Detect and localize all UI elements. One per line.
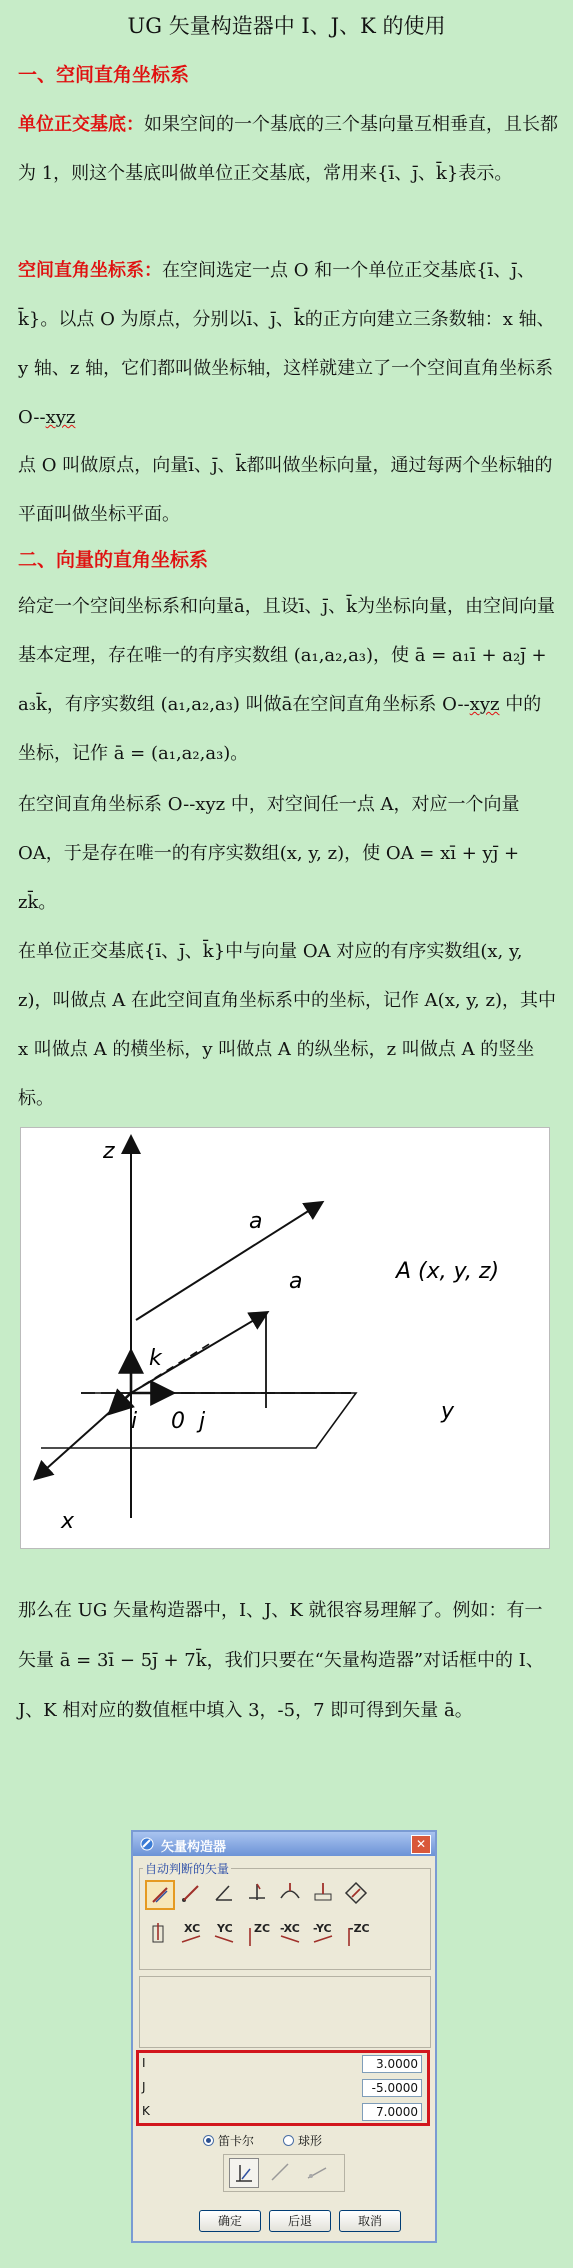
cancel-button[interactable]: 取消 [339,2210,401,2232]
vector-i [111,1393,131,1412]
label-z: z [103,1139,115,1164]
section1-heading: 一、空间直角坐标系 [18,64,190,86]
label-y: y [441,1399,455,1424]
plane-normal-icon[interactable] [343,1880,373,1910]
yc-button[interactable]: YC [211,1920,241,1950]
section2-paragraph-1 [18,582,558,778]
face-normal-icon[interactable] [310,1880,340,1910]
k-label: K [142,2104,150,2118]
section2-paragraph-3: 在单位正交基底{ī、j̄、k̄}中与向量 OA 对应的有序实数组(x, y, z)，叫做点 A 在此空间直角坐标系中的坐标，记作 A(x, y, z)，其中 x 叫做点 A 的横坐标，y 叫做点 A 的纵坐标，z 叫做点 A 的竖坐标。 [18,941,557,1109]
neg-xc-button[interactable]: -XC [277,1920,307,1950]
neg-zc-button[interactable]: -ZC [349,1922,370,1935]
term-unit-basis: 单位正交基底： [18,114,144,135]
tangent-icon[interactable] [277,1880,307,1910]
section1-paragraph-2 [18,246,558,442]
csys-axis-icon[interactable] [145,1920,175,1950]
spherical-label: 球形 [298,2134,323,2148]
label-k: k [149,1346,162,1371]
section2-heading: 二、向量的直角坐标系 [18,549,209,571]
paragraph-text: 给定一个空间坐标系和向量ā，且设ī、j̄、k̄为坐标向量，由空间向量基本定理，存在唯一的有序实数组 (a₁,a₂,a₃)，使 ā = a₁ī + a₂j̄ + a₃k̄，有序实数组 (a₁,a₂,a₃) 叫做ā在空间直角坐标系 O-- [18,596,555,715]
edge-curve-icon[interactable] [244,1880,274,1910]
i-label: I [142,2056,146,2070]
vector-a-top [136,1203,321,1320]
j-field[interactable]: -5.0000 [362,2079,422,2097]
spherical-radio[interactable] [283,2135,294,2146]
section1-paragraph-1 [18,100,558,198]
paragraph-text: 中的坐标，记作 ā = (a₁,a₂,a₃)。 [18,694,542,764]
label-i: i [131,1409,138,1434]
inferred-vector-icon[interactable] [145,1880,175,1910]
section3-paragraph: 那么在 UG 矢量构造器中，I、J、K 就很容易理解了。例如：有一矢量 ā = 3ī − 5j̄ + 7k̄，我们只要在“矢量构造器”对话框中的 I、J、K 相对应的数值框中填入 3，-5，7 即可得到矢量 ā。 [18,1600,544,1721]
paragraph-text: 在空间选定一点 O 和一个单位正交基底{ī、j̄、k̄}。以点 O 为原点，分别以ī、j̄、k̄的正方向建立三条数轴：x 轴、y 轴、z 轴，它们都叫做坐标轴，这样就建立了一个空间直角坐标系 O-- [18,260,555,428]
term-coordinate-system: 空间直角坐标系： [18,260,162,281]
coordinate-diagram [21,1128,549,1548]
empty-area [139,1976,431,2048]
j-label: J [142,2080,146,2094]
ijk-fields-highlight [136,2050,430,2126]
i-field[interactable]: 3.0000 [362,2055,422,2073]
back-button[interactable]: 后退 [269,2210,331,2232]
inferred-vector-label: 自动判断的矢量 [145,1862,230,1876]
section2-paragraph-2: 在空间直角坐标系 O--xyz 中，对空间任一点 A，对应一个向量 OA，于是存在唯一的有序实数组(x, y, z)，使 OA = xī + yj̄ + zk̄。 [18,794,520,913]
ok-button[interactable]: 确定 [199,2210,261,2232]
two-points-icon[interactable] [178,1880,208,1910]
perpendicular-icon[interactable] [229,2158,259,2188]
label-j: j [199,1409,206,1434]
xc-button[interactable]: XC [178,1920,208,1950]
label-a-mid: a [289,1269,303,1294]
reverse-icon[interactable] [266,2158,296,2188]
coordinate-figure [20,1127,550,1549]
cartesian-label: 笛卡尔 [218,2134,255,2148]
xyz-underlined: xyz [469,694,500,715]
paragraph-text: 如果空间的一个基底的三个基向量互相垂直，且长都为 1，则这个基底叫做单位正交基底，常用来{ī、j̄、k̄}表示。 [18,114,558,184]
xyz-underlined: xyz [45,407,76,428]
app-icon [139,1836,155,1852]
label-x: x [61,1509,75,1534]
angle-icon[interactable] [211,1880,241,1910]
close-button[interactable]: ✕ [411,1835,431,1854]
label-origin: 0 [171,1409,185,1434]
page-title: UG 矢量构造器中 I、J、K 的使用 [127,14,446,38]
dialog-title: 矢量构造器 [161,1840,227,1855]
zc-button[interactable]: ZC [254,1922,271,1935]
vector-constructor-dialog [131,1830,437,2243]
dialog-titlebar[interactable] [133,1832,435,1856]
label-a-top: a [249,1209,263,1234]
k-field[interactable]: 7.0000 [362,2103,422,2121]
neg-yc-button[interactable]: -YC [310,1920,340,1950]
cartesian-radio[interactable] [203,2135,214,2146]
section1-paragraph-3: 点 O 叫做原点，向量ī、j̄、k̄都叫做坐标向量，通过每两个坐标轴的平面叫做坐标平面。 [18,455,553,525]
cycle-icon[interactable] [303,2158,333,2188]
label-point-a: A (x, y, z) [396,1259,500,1284]
